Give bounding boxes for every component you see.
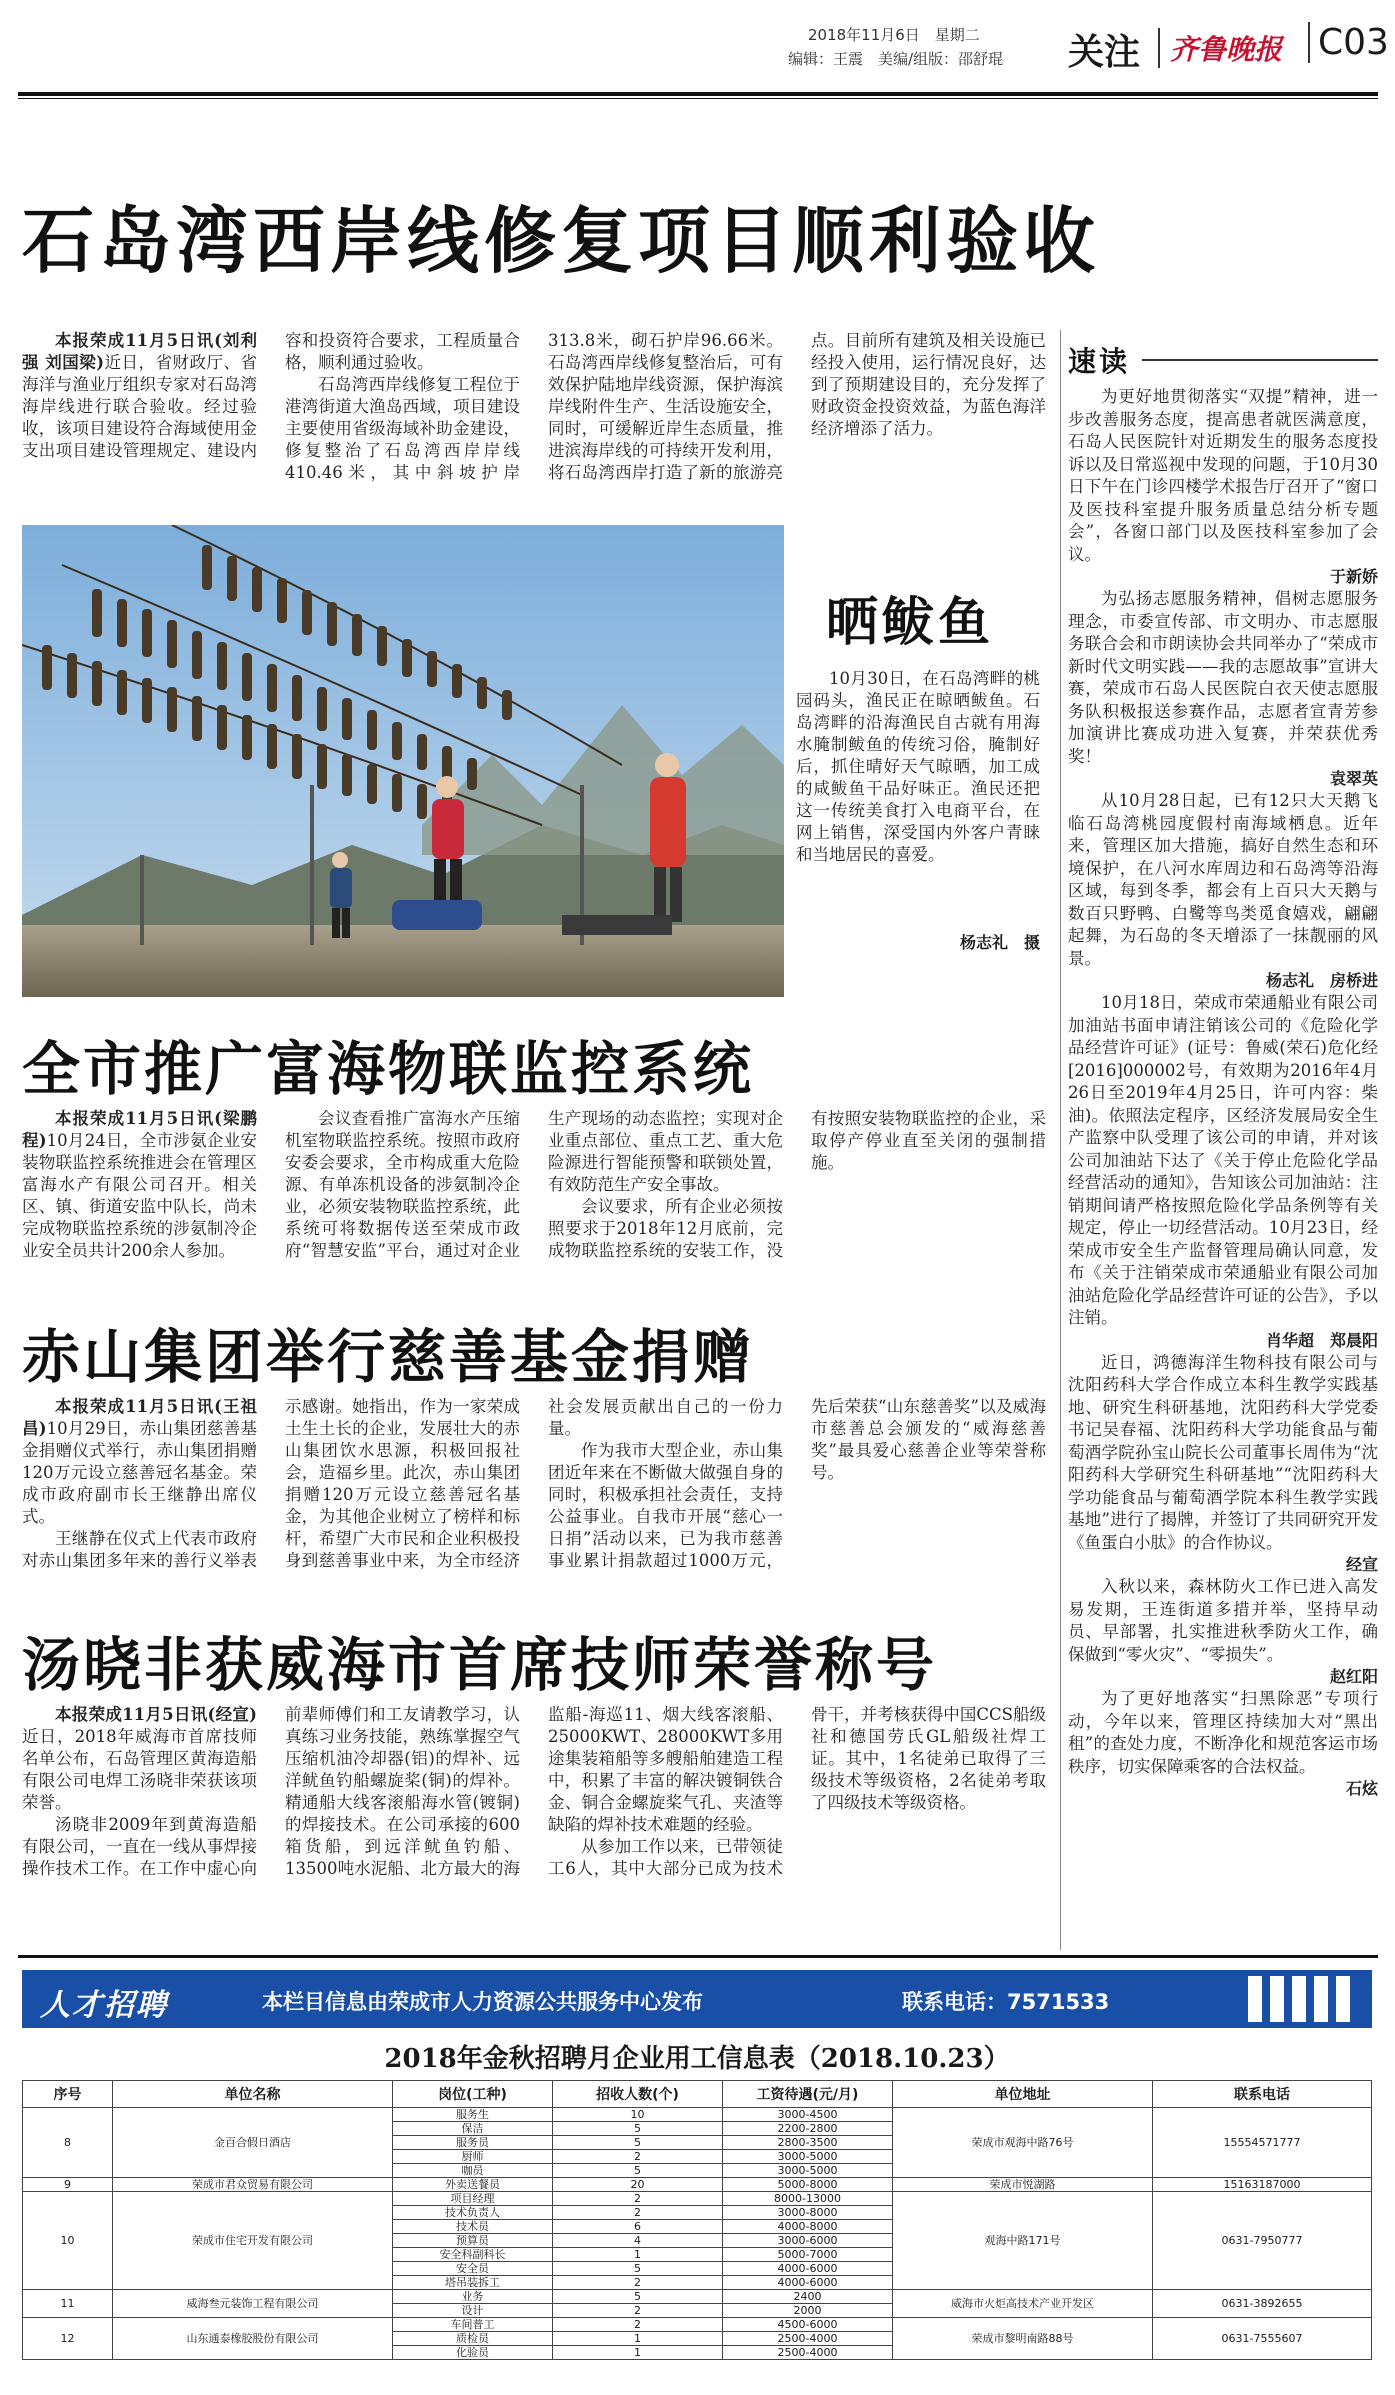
story4-paragraph-2: 汤晓非2009年到黄海造船有限公司，一直在一线从事焊接操作技术工作。在工作中虚心向前辈师傅们和工友请教学习，认真练习业务技能，熟练掌握空气压缩机油冷却器(铝)的焊补、远洋鱿鱼钓船螺旋桨(铜)的焊补。精通船大线客滚船海水管(镀铜)的焊接技术。在公司承接的600箱货船，到远洋鱿鱼钓船、13500吨水泥船、北方最大的海监船-海巡11、烟大线客滚船、25000KWT、28000KWT多用途集装箱船等多艘船舶建造工程中，积累了丰富的解决镀铜铁合金、铜合金螺旋桨气孔、夹渣等缺陷的焊补技术难题的经验。 xyxy=(22,1705,783,1878)
banner-stripe xyxy=(1314,1976,1328,2022)
story2-byline: 本报荣成11月5日讯(梁鹏程) xyxy=(22,1109,257,1150)
story3-byline: 本报荣成11月5日讯(王祖昌) xyxy=(22,1397,257,1438)
cell-headcount: 1 xyxy=(553,2248,723,2262)
recruit-banner xyxy=(22,1970,1372,2028)
cell-position: 项目经理 xyxy=(393,2192,553,2206)
cell-company: 荣成市住宅开发有限公司 xyxy=(113,2192,393,2290)
col-header-position: 岗位(工种) xyxy=(393,2081,553,2108)
page-number: C03 xyxy=(1308,22,1389,63)
photo-caption: 10月30日，在石岛湾畔的桃园码头，渔民正在晾晒鲅鱼。石岛湾畔的沿海渔民自古就有用海水腌制鲅鱼的传统习俗，腌制好后，抓住晴好天气晾晒，加工成的咸鲅鱼干品好味正。渔民还把这一传统美食打入电商平台，在网上销售，深受国内外客户青睐和当地居民的喜爱。 xyxy=(796,669,1040,864)
cell-salary: 2000 xyxy=(723,2304,893,2318)
story2-paragraph-3: 会议要求，所有企业必须按照要求于2018年12月底前，完成物联监控系统的安装工作，没有按照安装物联监控的企业，采取停产停业直至关闭的强制措施。 xyxy=(548,1109,1046,1260)
cell-phone: 0631-7950777 xyxy=(1153,2192,1372,2290)
recruit-logo: 人才招聘 xyxy=(40,1988,168,2023)
story3-paragraph-1: 10月29日，赤山集团慈善基金捐赠仪式举行，赤山集团捐赠120万元设立慈善冠名基金。荣成市政府副市长王继静出席仪式。 xyxy=(22,1419,257,1526)
sidebar-brief-4-text: 10月18日，荣成市荣通船业有限公司加油站书面申请注销该公司的《危险化学品经营许可证》(证号：鲁威(荣石)危化经[2016]000002号，有效期为2016年4月26日至2019年4月25日，许可内容：柴油)。依照法定程序，区经济发展局安全生产监察中队受理了该公司的申请，并对该公司加油站下达了《关于停止危险化学品经营活动的通知》，告知该公司加油站：注销期间请严格按照危险化学品条例等有关规定，停止一切经营活动。10月23日，经荣成市安全生产监督管理局确认同意，发布《关于注销荣成市荣通船业有限公司加油站危险化学品经营许可证的公告》，予以注销。 xyxy=(1068,993,1378,1327)
story3-headline: 赤山集团举行慈善基金捐赠 xyxy=(22,1323,755,1391)
cell-headcount: 5 xyxy=(553,2164,723,2178)
cell-headcount: 6 xyxy=(553,2220,723,2234)
cell-headcount: 5 xyxy=(553,2262,723,2276)
col-header-salary: 工资待遇(元/月) xyxy=(723,2081,893,2108)
story2-headline: 全市推广富海物联监控系统 xyxy=(22,1035,755,1103)
cell-headcount: 2 xyxy=(553,2206,723,2220)
sidebar-brief-4 xyxy=(1068,992,1378,1352)
banner-stripe xyxy=(1292,1976,1306,2022)
cell-salary: 3000-5000 xyxy=(723,2150,893,2164)
sidebar-divider xyxy=(1060,330,1061,1950)
sidebar-brief-2 xyxy=(1068,588,1378,790)
cell-salary: 2500-4000 xyxy=(723,2346,893,2360)
cell-position: 化验员 xyxy=(393,2346,553,2360)
banner-stripes xyxy=(1248,1976,1350,2022)
sidebar-brief-5 xyxy=(1068,1352,1378,1577)
recruit-phone-row xyxy=(902,1986,1109,2016)
photo-credit: 杨志礼 摄 xyxy=(959,933,1040,952)
sidebar-brief-1-author: 于新娇 xyxy=(1329,567,1378,586)
cell-salary: 3000-4500 xyxy=(723,2108,893,2122)
cell-position: 质检员 xyxy=(393,2332,553,2346)
story4-headline: 汤晓非获威海市首席技师荣誉称号 xyxy=(22,1631,938,1699)
sidebar-brief-4-author: 肖华超 郑晨阳 xyxy=(1265,1330,1378,1350)
story4-paragraph-1: 近日，2018年威海市首席技师名单公布，石岛管理区黄海造船有限公司电焊工汤晓非荣获该项荣誉。 xyxy=(22,1727,257,1812)
cell-salary: 2800-3500 xyxy=(723,2136,893,2150)
sidebar-brief-7-author: 石炫 xyxy=(1345,1779,1378,1798)
cell-salary: 2200-2800 xyxy=(723,2122,893,2136)
cell-position: 预算员 xyxy=(393,2234,553,2248)
cell-salary: 8000-13000 xyxy=(723,2192,893,2206)
col-header-company: 单位名称 xyxy=(113,2081,393,2108)
cell-address: 观海中路171号 xyxy=(893,2192,1153,2290)
cell-position: 车间普工 xyxy=(393,2318,553,2332)
masthead-rule-thin xyxy=(18,98,1378,99)
cell-position: 保洁 xyxy=(393,2122,553,2136)
cell-phone: 15554571777 xyxy=(1153,2108,1372,2178)
cell-phone: 0631-7555607 xyxy=(1153,2318,1372,2360)
table-row xyxy=(23,2290,1372,2304)
cell-no: 12 xyxy=(23,2318,113,2360)
story2-text xyxy=(22,1108,1046,1288)
masthead xyxy=(18,14,1389,84)
sidebar-brief-5-text: 近日，鸿德海洋生物科技有限公司与沈阳药科大学合作成立本科生教学实践基地、研究生科研基地，沈阳药科大学党委书记吴春福、沈阳药科大学功能食品与葡萄酒学院孙宝山院长公司董事长周伟为“沈阳药科大学研究生科研基地”“沈阳药科大学功能食品与葡萄酒学院本科生教学实践基地”进行了揭牌，并签订了共同研究开发《鱼蛋白小肽》的合作协议。 xyxy=(1068,1352,1378,1552)
recruit-table xyxy=(22,2080,1372,2360)
cell-position: 安全科副科长 xyxy=(393,2248,553,2262)
cell-salary: 2500-4000 xyxy=(723,2332,893,2346)
sidebar-brief-3-text: 从10月28日起，已有12只大天鹅飞临石岛湾桃园度假村南海域栖息。近年来，管理区加大措施，搞好自然生态和环境保护，在八河水库周边和石岛湾等沿海区域，每到冬季，都会有上百只大天鹅与数百只野鸭、白鹭等鸟类觅食嬉戏，翩翩起舞，为石岛的冬天增添了一抹靓丽的风景。 xyxy=(1068,791,1378,968)
recruit-phone: 7571533 xyxy=(1007,1990,1110,2014)
cell-phone: 0631-3892655 xyxy=(1153,2290,1372,2318)
cell-salary: 4500-6000 xyxy=(723,2318,893,2332)
story3-paragraph-3: 作为我市大型企业，赤山集团近年来在不断做大做强自身的同时，积极承担社会责任，支持公益事业。自我市开展“慈心一日捐”活动以来，已为我市慈善事业累计捐款超过1000万元，先后荣获“山东慈善奖”以及威海市慈善总会颁发的“威海慈善奖”最具爱心慈善企业等荣誉称号。 xyxy=(548,1397,1046,1570)
col-header-phone: 联系电话 xyxy=(1153,2081,1372,2108)
cell-headcount: 2 xyxy=(553,2318,723,2332)
cell-headcount: 5 xyxy=(553,2136,723,2150)
cell-address: 荣成市悦湖路 xyxy=(893,2178,1153,2192)
cell-address: 威海市火炬高技术产业开发区 xyxy=(893,2290,1153,2318)
sidebar-brief-3 xyxy=(1068,790,1378,992)
cell-position: 技术员 xyxy=(393,2220,553,2234)
cell-no: 10 xyxy=(23,2192,113,2290)
cell-headcount: 1 xyxy=(553,2332,723,2346)
sidebar-header xyxy=(1068,340,1378,380)
sidebar-title-rule xyxy=(1142,359,1378,361)
cell-address: 荣成市观海中路76号 xyxy=(893,2108,1153,2178)
cell-salary: 4000-6000 xyxy=(723,2276,893,2290)
cell-headcount: 2 xyxy=(553,2304,723,2318)
sidebar-brief-6 xyxy=(1068,1576,1378,1688)
banner-stripe xyxy=(1248,1976,1262,2022)
sidebar xyxy=(1068,340,1378,1950)
banner-stripe xyxy=(1270,1976,1284,2022)
cell-salary: 5000-8000 xyxy=(723,2178,893,2192)
main-story-text xyxy=(22,330,1046,520)
recruit-section-rule xyxy=(18,1955,1378,1958)
sidebar-title: 速读 xyxy=(1068,345,1131,378)
sidebar-brief-7 xyxy=(1068,1688,1378,1800)
cell-salary: 4000-8000 xyxy=(723,2220,893,2234)
photo-title: 晒鲅鱼 xyxy=(826,593,995,653)
cell-headcount: 2 xyxy=(553,2192,723,2206)
sidebar-brief-2-text: 为弘扬志愿服务精神，倡树志愿服务理念，市委宣传部、市文明办、市志愿服务联合会和市朗读协会共同举办了“荣成市新时代文明实践——我的志愿故事”宣讲大赛，荣成市石岛人民医院白衣天使志愿服务队积极报送参赛作品，志愿者宣青芳参加演讲比赛成功进入复赛，并荣获优秀奖！ xyxy=(1068,589,1378,766)
cell-position: 安全员 xyxy=(393,2262,553,2276)
col-header-no: 序号 xyxy=(23,2081,113,2108)
table-row xyxy=(23,2178,1372,2192)
section-name: 关注 xyxy=(1068,32,1141,73)
cell-position: 厨师 xyxy=(393,2150,553,2164)
story3-text xyxy=(22,1396,1046,1606)
sidebar-brief-1 xyxy=(1068,386,1378,588)
cell-headcount: 10 xyxy=(553,2108,723,2122)
cell-headcount: 5 xyxy=(553,2122,723,2136)
cell-position: 塔吊装拆工 xyxy=(393,2276,553,2290)
masthead-rule xyxy=(18,92,1378,96)
paper-logo: 齐鲁晚报 xyxy=(1158,28,1282,68)
cell-position: 技术负责人 xyxy=(393,2206,553,2220)
main-paragraph-1: 近日，省财政厅、省海洋与渔业厅组织专家对石岛湾海岸线进行联合验收。经过验收，该项目建设符合海域使用金支出项目建设管理规定、建设内容和投资符合要求，工程质量合格，顺利通过验收。 xyxy=(22,331,520,460)
cell-headcount: 5 xyxy=(553,2290,723,2304)
cell-headcount: 4 xyxy=(553,2234,723,2248)
page-editors: 编辑：王震 美编/组版：邵舒琨 xyxy=(788,50,1004,68)
story3-paragraph-2: 王继静在仪式上代表市政府对赤山集团多年来的善行义举表示感谢。她指出，作为一家荣成土生土长的企业，发展壮大的赤山集团饮水思源，积极回报社会，造福乡里。此次，赤山集团捐赠120万元设立慈善冠名基金，为其他企业树立了榜样和标杆，希望广大市民和企业积极投身到慈善事业中来，为全市经济社会发展贡献出自己的一份力量。 xyxy=(22,1397,783,1570)
sidebar-brief-1-text: 为更好地贯彻落实“双提”精神，进一步改善服务态度，提高患者就医满意度，石岛人民医院针对近期发生的服务态度投诉以及日常巡视中发现的问题，于10月30日下午在门诊四楼学术报告厅召开了“窗口及医技科室提升服务质量总结分析专题会”，各窗口部门以及医技科室参加了会议。 xyxy=(1068,387,1378,564)
fish-drying-photo-svg xyxy=(22,525,784,997)
story4-paragraph-3: 从参加工作以来，已带领徒工6人，其中大部分已成为技术骨干，并考核获得中国CCS船级社和德国劳氏GL船级社焊工证。其中，1名徒弟已取得了三级技术等级资格，2名徒弟考取了四级技术等级资格。 xyxy=(548,1705,1046,1878)
banner-stripe xyxy=(1336,1976,1350,2022)
main-byline: 本报荣成11月5日讯(刘利强 刘国梁) xyxy=(22,331,257,372)
col-header-headcount: 招收人数(个) xyxy=(553,2081,723,2108)
sidebar-brief-3-author: 杨志礼 房桥进 xyxy=(1265,971,1378,990)
cell-salary: 2400 xyxy=(723,2290,893,2304)
story4-byline: 本报荣成11月5日讯(经宣) xyxy=(55,1705,257,1724)
sidebar-brief-2-author: 袁翠英 xyxy=(1329,769,1378,788)
recruit-table-title: 2018年金秋招聘月企业用工信息表（2018.10.23） xyxy=(384,2044,1010,2074)
cell-position: 设计 xyxy=(393,2304,553,2318)
cell-address: 荣成市黎明南路88号 xyxy=(893,2318,1153,2360)
recruit-phone-label: 联系电话： xyxy=(902,1990,1007,2014)
cell-no: 9 xyxy=(23,2178,113,2192)
main-paragraph-2: 石岛湾西岸线修复工程位于港湾街道大渔岛西域，项目建设主要使用省级海域补助金建设，修复整治了石岛湾西岸岸线410.46米，其中斜坡护岸313.8米，砌石护岸96.66米。石岛湾西岸线修复整治后，可有效保护陆地岸线资源，保护海滨岸线附件生产、生活设施安全，同时，可缓解近岸生态质量，推进滨海岸线的可持续开发利用，将石岛湾西岸打造了新的旅游亮点。目前所有建筑及相关设施已经投入使用，运行情况良好，达到了预期建设目的，充分发挥了财政资金投资效益，为蓝色海洋经济增添了活力。 xyxy=(285,331,1046,482)
col-header-address: 单位地址 xyxy=(893,2081,1153,2108)
cell-position: 业务 xyxy=(393,2290,553,2304)
story2-paragraph-2: 会议查看推广富海水产压缩机室物联监控系统。按照市政府安委会要求，全市构成重大危险源、有单冻机设备的涉氨制冷企业，必须安装物联监控系统，此系统可将数据传送至荣成市政府“智慧安监”平台，通过对企业生产现场的动态监控；实现对企业重点部位、重点工艺、重大危险源进行智能预警和联锁处置，有效防范生产安全事故。 xyxy=(285,1109,783,1260)
table-row xyxy=(23,2192,1372,2206)
sidebar-brief-7-text: 为了更好地落实“扫黑除恶”专项行动，今年以来，管理区持续加大对“黑出租”的查处力度，不断净化和规范客运市场秩序，切实保障乘客的合法权益。 xyxy=(1068,1689,1378,1776)
story4-text xyxy=(22,1704,1046,1948)
recruit-table-header-row xyxy=(23,2081,1372,2108)
cell-company: 威海叁元装饰工程有限公司 xyxy=(113,2290,393,2318)
main-headline: 石岛湾西岸线修复项目顺利验收 xyxy=(22,199,1101,283)
cell-salary: 3000-6000 xyxy=(723,2234,893,2248)
cell-headcount: 2 xyxy=(553,2276,723,2290)
cell-company: 金百合假日酒店 xyxy=(113,2108,393,2178)
cell-position: 咖员 xyxy=(393,2164,553,2178)
cell-salary: 3000-8000 xyxy=(723,2206,893,2220)
table-row xyxy=(23,2318,1372,2332)
fish-drying-photo xyxy=(22,525,784,997)
cell-salary: 3000-5000 xyxy=(723,2164,893,2178)
sidebar-brief-6-text: 入秋以来，森林防火工作已进入高发易发期，王连街道多措并举，坚持早动员、早部署，扎实推进秋季防火工作，确保做到“零火灾”、“零损失”。 xyxy=(1068,1577,1378,1664)
sidebar-brief-5-author: 经宣 xyxy=(1345,1555,1378,1574)
sidebar-brief-6-author: 赵红阳 xyxy=(1329,1667,1378,1686)
cell-headcount: 2 xyxy=(553,2150,723,2164)
cell-no: 11 xyxy=(23,2290,113,2318)
recruit-table-wrap xyxy=(22,2080,1372,2360)
cell-headcount: 20 xyxy=(553,2178,723,2192)
cell-headcount: 1 xyxy=(553,2346,723,2360)
cell-salary: 5000-7000 xyxy=(723,2248,893,2262)
cell-salary: 4000-6000 xyxy=(723,2262,893,2276)
cell-no: 8 xyxy=(23,2108,113,2178)
cell-company: 荣成市君众贸易有限公司 xyxy=(113,2178,393,2192)
cell-position: 服务员 xyxy=(393,2136,553,2150)
cell-company: 山东通泰橡胶股份有限公司 xyxy=(113,2318,393,2360)
cell-position: 服务生 xyxy=(393,2108,553,2122)
table-row xyxy=(23,2108,1372,2122)
recruit-notice: 本栏目信息由荣成市人力资源公共服务中心发布 xyxy=(262,1990,703,2014)
story2-paragraph-1: 10月24日，全市涉氨企业安装物联监控系统推进会在管理区富海水产有限公司召开。相关区、镇、街道安监中队长，尚未完成物联监控系统的涉氨制冷企业安全员共计200余人参加。 xyxy=(22,1131,257,1260)
cell-position: 外卖送餐员 xyxy=(393,2178,553,2192)
cell-phone: 15163187000 xyxy=(1153,2178,1372,2192)
issue-date: 2018年11月6日 星期二 xyxy=(808,26,980,44)
